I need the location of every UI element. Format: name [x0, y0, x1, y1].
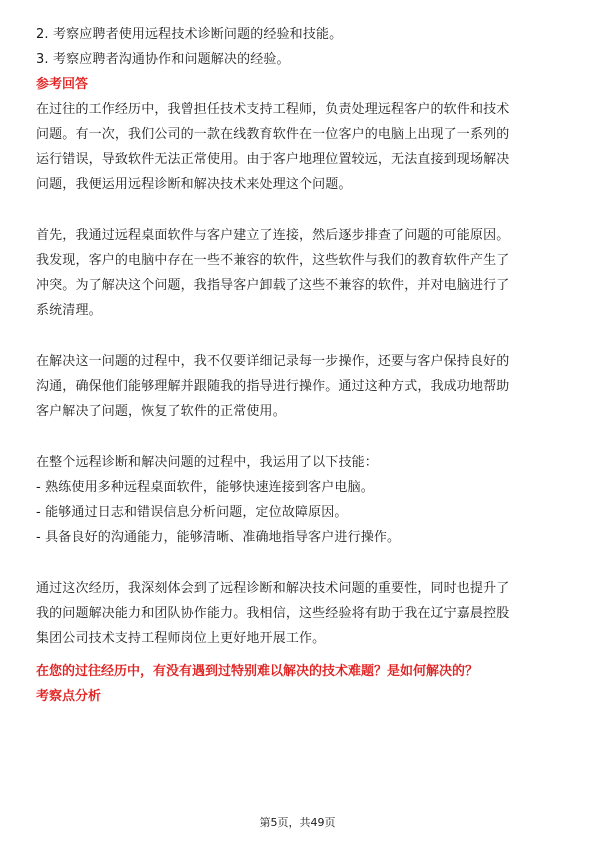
- paragraph-line: 沟通，确保他们能够理解并跟随我的指导进行操作。通过这种方式，我成功地帮助: [36, 379, 510, 394]
- paragraph-gap: [36, 197, 564, 223]
- paragraph-line: 客户解决了问题，恢复了软件的正常使用。: [36, 404, 286, 419]
- answer-heading: 参考回答: [36, 77, 89, 92]
- paragraph: [36, 223, 564, 323]
- list-item: - 熟练使用多种远程桌面软件，能够快速连接到客户电脑。: [36, 480, 374, 495]
- paragraph-line: 问题，我便运用远程诊断和解决技术来处理这个问题。: [36, 177, 352, 192]
- list-item: - 具备良好的沟通能力，能够清晰、准确地指导客户进行操作。: [36, 530, 401, 545]
- paragraph-gap: [36, 424, 564, 450]
- intro-item: 3. 考察应聘者沟通协作和问题解决的经验。: [36, 52, 290, 67]
- paragraph-line: 在整个远程诊断和解决问题的过程中，我运用了以下技能：: [36, 455, 378, 470]
- paragraph-line: 我发现，客户的电脑中存在一些不兼容的软件，这些软件与我们的教育软件产生了: [36, 253, 510, 268]
- paragraph-line: 问题。有一次，我们公司的一款在线教育软件在一位客户的电脑上出现了一系列的: [36, 127, 510, 142]
- paragraph: [36, 576, 564, 651]
- intro-item: 2. 考察应聘者使用远程技术诊断问题的经验和技能。: [36, 27, 343, 42]
- paragraph-line: 冲突。为了解决这个问题，我指导客户卸载了这些不兼容的软件，并对电脑进行了: [36, 278, 510, 293]
- paragraph-gap: [36, 323, 564, 349]
- paragraph-line: 在解决这一问题的过程中，我不仅要详细记录每一步操作，还要与客户保持良好的: [36, 354, 510, 369]
- paragraph: [36, 450, 564, 550]
- paragraph-line: 我的问题解决能力和团队协作能力。我相信，这些经验将有助于我在辽宁嘉晨控股: [36, 606, 510, 621]
- paragraph-line: 集团公司技术支持工程师岗位上更好地开展工作。: [36, 631, 326, 646]
- section-gap: [36, 651, 564, 659]
- paragraph-line: 运行错误，导致软件无法正常使用。由于客户地理位置较远，无法直接到现场解决: [36, 152, 510, 167]
- paragraph: [36, 349, 564, 424]
- page-number: 第5页，共49页: [259, 816, 336, 829]
- paragraph-line: 通过这次经历，我深刻体会到了远程诊断和解决技术问题的重要性，同时也提升了: [36, 581, 510, 596]
- paragraph-line: 在过往的工作经历中，我曾担任技术支持工程师，负责处理远程客户的软件和技术: [36, 102, 510, 117]
- next-question: 在您的过往经历中，有没有遇到过特别难以解决的技术难题？是如何解决的？: [36, 664, 479, 679]
- page-content: [36, 22, 564, 709]
- analysis-heading: 考察点分析: [36, 689, 102, 704]
- paragraph-line: 系统清理。: [36, 303, 102, 318]
- paragraph: [36, 97, 564, 197]
- paragraph-gap: [36, 550, 564, 576]
- paragraph-line: 首先，我通过远程桌面软件与客户建立了连接，然后逐步排查了问题的可能原因。: [36, 228, 510, 243]
- list-item: - 能够通过日志和错误信息分析问题，定位故障原因。: [36, 505, 348, 520]
